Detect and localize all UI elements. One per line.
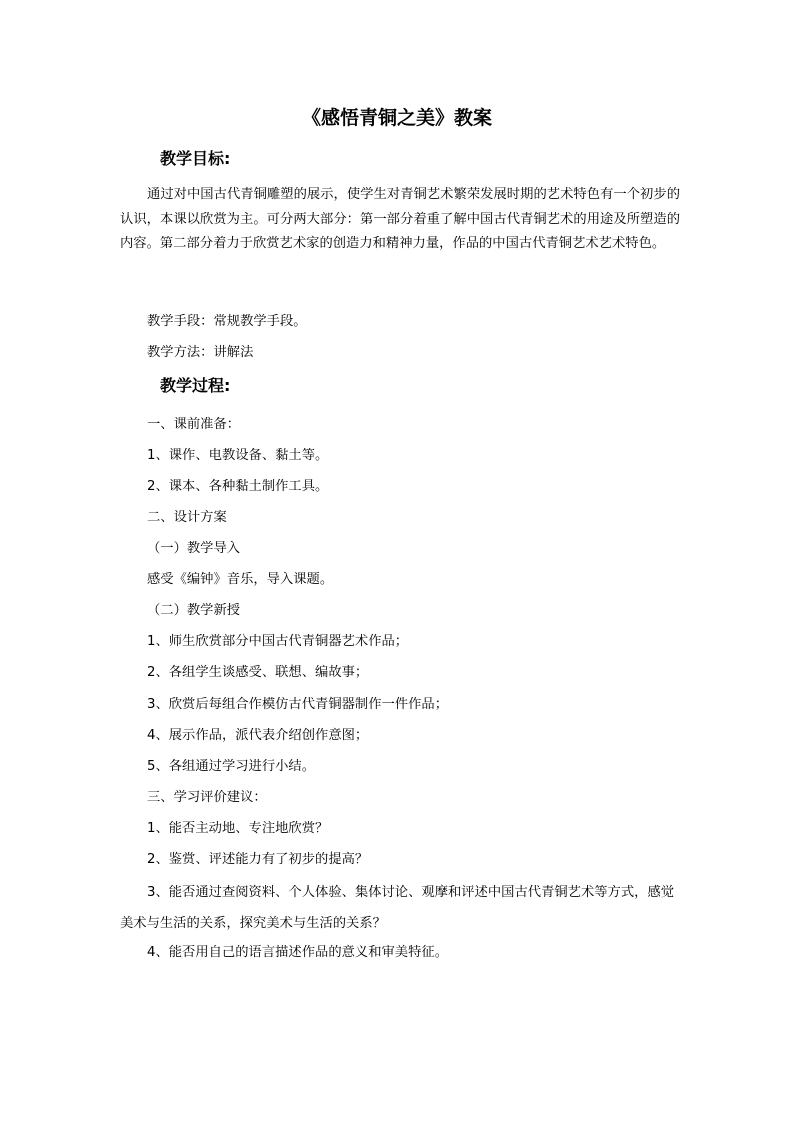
list-item: 一、课前准备： xyxy=(147,417,241,432)
list-item: 三、学习评价建议： xyxy=(147,790,267,805)
list-item: 2、鉴赏、评述能力有了初步的提高？ xyxy=(147,852,369,867)
objectives-paragraph: 通过对中国古代青铜雕塑的展示，使学生对青铜艺术繁荣发展时期的艺术特色有一个初步的认识，本课以欣赏为主。可分两大部分：第一部分着重了解中国古代青铜艺术的用途及所塑造的内容。第二部分着力于欣赏艺术家的创造力和精神力量，作品的中国古代青铜艺术艺术特色。 xyxy=(120,187,680,251)
list-item: 1、课作、电教设备、黏土等。 xyxy=(147,448,329,463)
heading-process: 教学过程: xyxy=(160,376,231,395)
list-item: 二、设计方案 xyxy=(147,510,227,525)
evaluation-item-4: 4、能否用自己的语言描述作品的意义和审美特征。 xyxy=(147,945,448,960)
list-item: （一）教学导入 xyxy=(147,541,241,556)
document-title: 《感悟青铜之美》教案 xyxy=(301,107,492,129)
list-item: 1、能否主动地、专注地欣赏？ xyxy=(147,821,329,836)
teaching-method: 教学方法：讲解法 xyxy=(147,345,254,360)
list-item: 感受《编钟》音乐，导入课题。 xyxy=(147,572,334,587)
list-item: 4、展示作品，派代表介绍创作意图； xyxy=(147,728,369,743)
heading-objectives: 教学目标: xyxy=(160,149,231,168)
evaluation-item-3: 3、能否通过查阅资料、个人体验、集体讨论、观摩和评述中国古代青铜艺术等方式，感觉美术与生活的关系，探究美术与生活的关系？ xyxy=(120,885,675,931)
list-item: 2、各组学生谈感受、联想、编故事； xyxy=(147,665,369,680)
teaching-means: 教学手段：常规教学手段。 xyxy=(147,314,307,329)
list-item: 1、师生欣赏部分中国古代青铜器艺术作品； xyxy=(147,634,409,649)
list-item: 5、各组通过学习进行小结。 xyxy=(147,759,316,774)
list-item: 3、欣赏后每组合作模仿古代青铜器制作一件作品； xyxy=(147,697,448,712)
list-item: （二）教学新授 xyxy=(147,603,241,618)
list-item: 2、课本、各种黏土制作工具。 xyxy=(147,479,329,494)
